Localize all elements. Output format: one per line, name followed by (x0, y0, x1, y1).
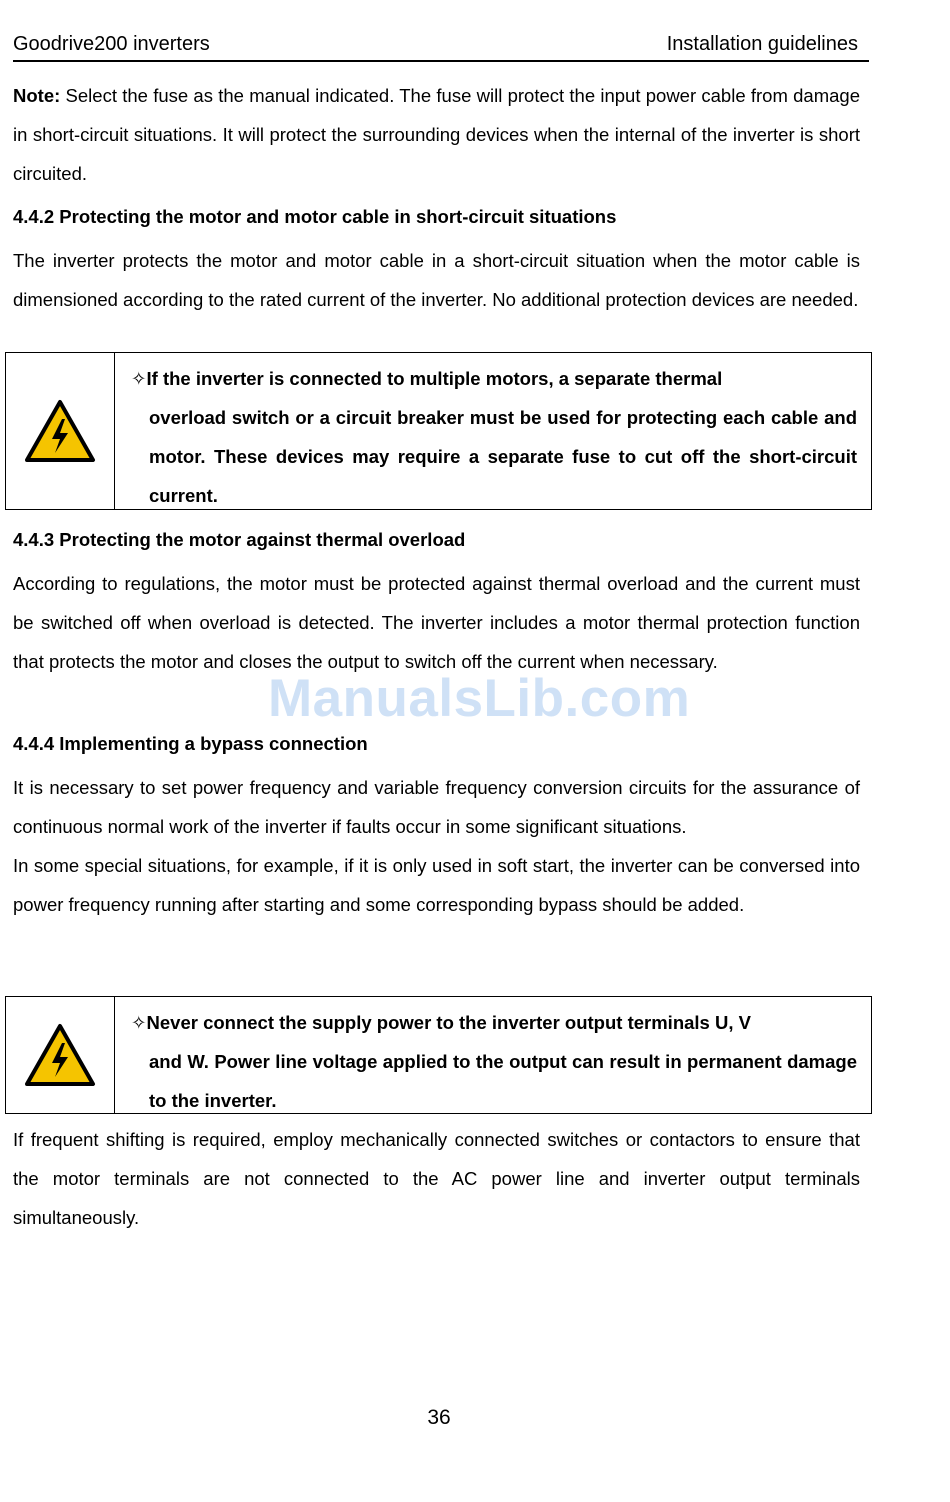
note-paragraph (13, 76, 860, 193)
warning-box (5, 352, 872, 510)
section-4-4-4-body (13, 768, 860, 924)
section-4-4-3-body (13, 564, 860, 681)
section-4-4-2 (13, 205, 860, 229)
section-4-4-3 (13, 528, 860, 552)
section-heading: 4.4.3 Protecting the motor against thermal overload (13, 529, 466, 550)
section-text: In some special situations, for example, if it is only used in soft start, the inverter can be conversed into power frequency running after starting and some corresponding bypass should be added. (13, 855, 860, 915)
high-voltage-warning-icon (24, 399, 96, 463)
watermark: ManualsLib.com (268, 669, 691, 728)
high-voltage-warning-icon (24, 1023, 96, 1087)
header-title-left: Goodrive200 inverters (13, 33, 210, 55)
header-title-right: Installation guidelines (666, 33, 858, 55)
section-4-4-2-body (13, 241, 860, 319)
warning-icon-cell (6, 997, 115, 1113)
section-4-4-4 (13, 732, 860, 756)
warning-text (115, 997, 871, 1113)
note-text: Select the fuse as the manual indicated. The fuse will protect the input power cable from damage in short-circuit situations. It will protect the surrounding devices when the internal of the inverter is short circuited. (13, 85, 860, 184)
warning-remaining-text: overload switch or a circuit breaker must be used for protecting each cable and motor. These devices may require a separate fuse to cut off the short-circuit current. (149, 407, 857, 506)
section-text: According to regulations, the motor must be protected against thermal overload and the current must be switched off when overload is detected. The inverter includes a motor thermal protection function that protects the motor and closes the output to switch off the current when necessary. (13, 573, 860, 672)
warning-icon-cell (6, 353, 115, 509)
warning-first-line: If the inverter is connected to multiple motors, a separate thermal (146, 368, 723, 389)
bullet-glyph: ✧ (131, 368, 147, 389)
closing-text: If frequent shifting is required, employ mechanically connected switches or contactors to ensure that the motor terminals are not connected to the AC power line and inverter output terminals simultaneously. (13, 1129, 860, 1228)
closing-paragraph (13, 1120, 860, 1237)
section-heading: 4.4.2 Protecting the motor and motor cable in short-circuit situations (13, 206, 617, 227)
section-text: The inverter protects the motor and motor cable in a short-circuit situation when the motor cable is dimensioned according to the rated current of the inverter. No additional protection devices are needed. (13, 250, 860, 310)
warning-remaining-text: and W. Power line voltage applied to the output can result in permanent damage to the inverter. (149, 1051, 857, 1111)
note-label: Note: (13, 85, 61, 106)
bullet-glyph: ✧ (131, 1012, 147, 1033)
warning-box (5, 996, 872, 1114)
warning-first-line: Never connect the supply power to the inverter output terminals U, V (146, 1012, 751, 1033)
page-header (13, 32, 869, 62)
section-heading: 4.4.4 Implementing a bypass connection (13, 733, 368, 754)
page-number: 36 (427, 1406, 451, 1429)
warning-text (115, 353, 871, 509)
section-text: It is necessary to set power frequency and variable frequency conversion circuits for the assurance of continuous normal work of the inverter if faults occur in some significant situations. (13, 777, 860, 837)
